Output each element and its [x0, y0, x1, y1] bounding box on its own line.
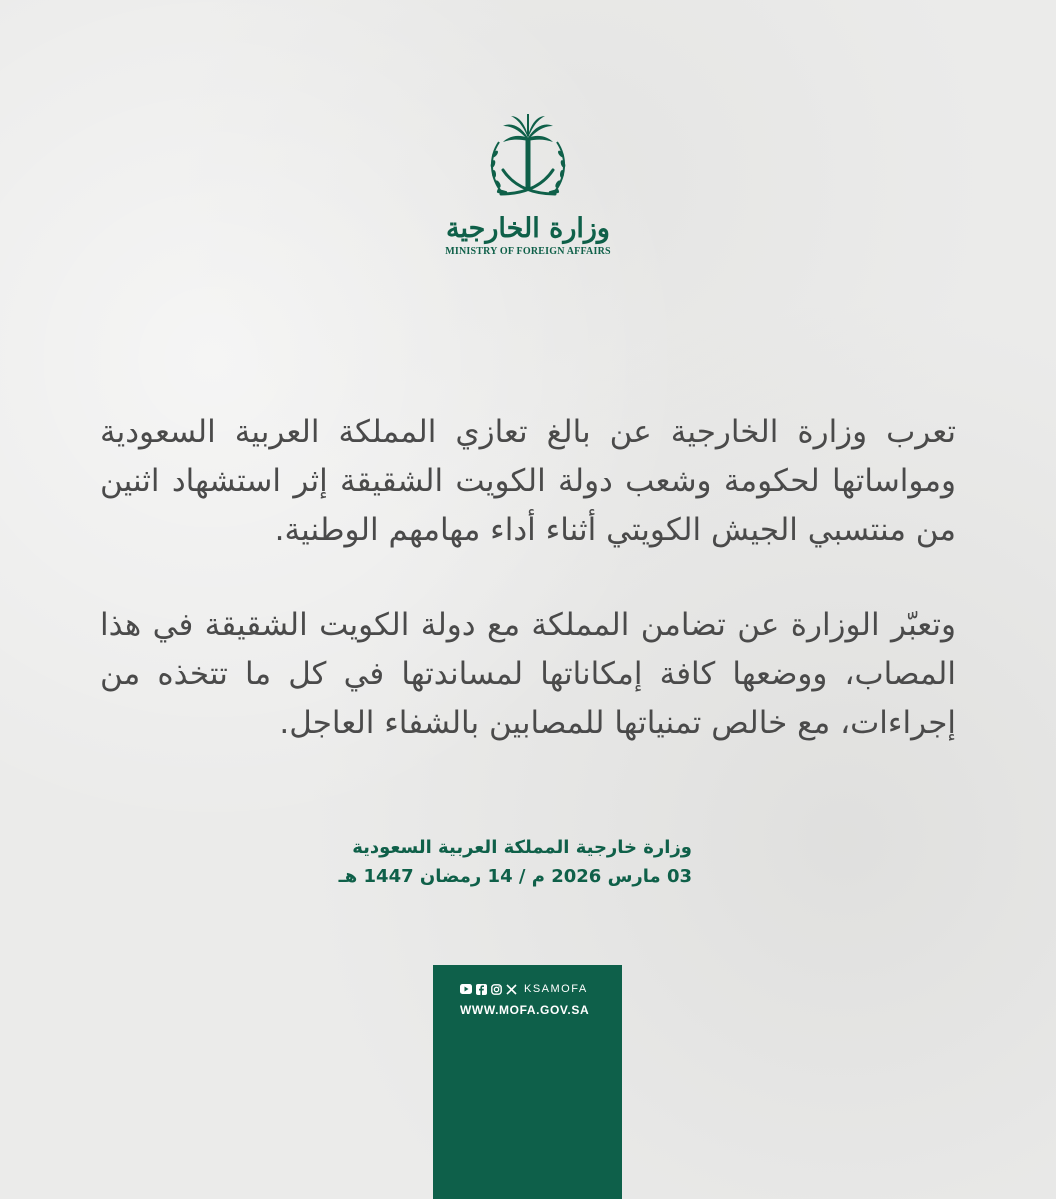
- instagram-icon[interactable]: [490, 983, 502, 995]
- issue-date: 03 مارس 2026 م / 14 رمضان 1447 هـ: [338, 866, 692, 887]
- facebook-icon[interactable]: [475, 983, 487, 995]
- website-link[interactable]: WWW.MOFA.GOV.SA: [460, 1003, 590, 1017]
- statement-body: [100, 408, 956, 748]
- youtube-icon[interactable]: [460, 983, 472, 995]
- footer-panel: [433, 965, 622, 1199]
- social-handle[interactable]: KSAMOFA: [524, 983, 588, 995]
- x-icon[interactable]: [505, 983, 517, 995]
- social-links: [460, 981, 588, 997]
- logo-arabic-name: وزارة الخارجية: [446, 213, 610, 244]
- statement-paragraph-2: وتعبّر الوزارة عن تضامن المملكة مع دولة الكويت الشقيقة في هذا المصاب، ووضعها كافة إمكاناتها لمساندتها في كل ما تتخذه من إجراءات، مع خالص تمنياتها للمصابين بالشفاء العاجل.: [100, 607, 956, 741]
- ministry-logo: [428, 112, 628, 272]
- issuer-name: وزارة خارجية المملكة العربية السعودية: [352, 837, 692, 858]
- statement-paragraph-1: تعرب وزارة الخارجية عن بالغ تعازي المملكة العربية السعودية ومواساتها لحكومة وشعب دولة الكويت الشقيقة إثر استشهاد اثنين من منتسبي الجيش الكويتي أثناء أداء مهامهم الوطنية.: [100, 414, 956, 548]
- palm-and-swords-emblem-icon: [481, 112, 575, 208]
- signature-block: [300, 836, 692, 890]
- logo-english-name: MINISTRY OF FOREIGN AFFAIRS: [445, 246, 611, 257]
